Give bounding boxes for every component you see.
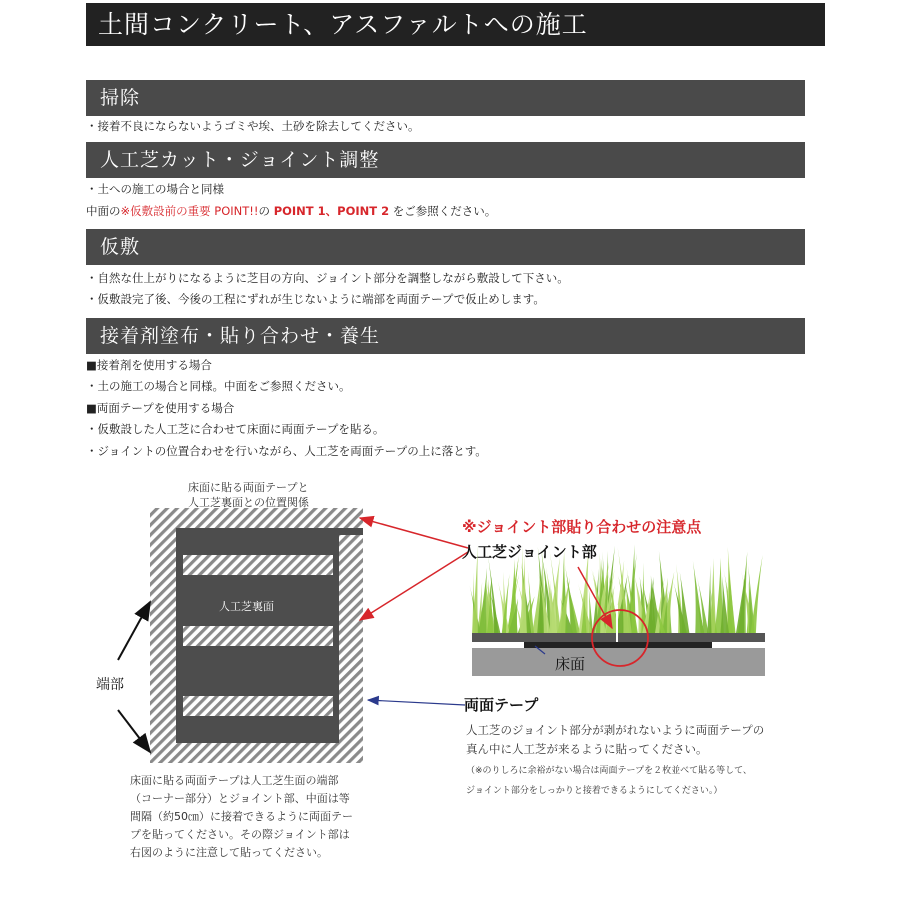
- tape-bottom: [150, 743, 363, 763]
- tape-desc-line-1: 人工芝のジョイント部分が剥がれないように両面テープの: [466, 723, 765, 737]
- laying-line-2: ・仮敷設完了後、今後の工程にずれが生じないように端部を両面テープで仮止めします。: [86, 292, 545, 306]
- diagram-caption-top: [188, 480, 309, 510]
- edge-arrow-upper: [118, 602, 150, 660]
- turf-base-layer: [472, 633, 765, 642]
- ref-text-1: 中面の: [86, 204, 121, 218]
- tape-left: [150, 528, 176, 743]
- grass-blade: [693, 561, 704, 634]
- adhesive-line-1: ■接着剤を使用する場合: [86, 358, 212, 372]
- tape-middle-2: [183, 626, 333, 646]
- adhesive-line-2: ・土の施工の場合と同様。中面をご参照ください。: [86, 379, 351, 393]
- caption-bottom-line-2: （コーナー部分）とジョイント部、中面は等: [130, 792, 350, 805]
- edge-label: 端部: [96, 677, 124, 693]
- adhesive-line-4: ・仮敷設した人工芝に合わせて床面に両面テープを貼る。: [86, 422, 385, 436]
- caption-bottom-line-1: 床面に貼る両面テープは人工芝生面の端部: [130, 774, 339, 787]
- tape-section: [524, 642, 712, 648]
- tape-middle-3: [183, 696, 333, 716]
- grass-blade: [750, 555, 762, 634]
- caption-top-line-2: 人工芝裏面との位置関係: [188, 496, 309, 509]
- laying-line-1: ・自然な仕上がりになるように芝目の方向、ジョイント部分を調整しながら敷設して下さい。: [86, 271, 569, 285]
- section-heading-cleaning: 掃除: [86, 80, 805, 116]
- tape-label: 両面テープ: [464, 696, 539, 714]
- tape-top: [150, 508, 363, 528]
- turf-back-label: 人工芝裏面: [219, 600, 274, 613]
- cleaning-line-1: ・接着不良にならないようゴミや埃、土砂を除去してください。: [86, 119, 420, 133]
- blue-arrow-edge: [368, 700, 465, 705]
- floor-label: 床面: [555, 655, 586, 673]
- caption-top-line-1: 床面に貼る両面テープと: [188, 481, 309, 494]
- caption-bottom-line-3: 間隔（約50㎝）に接着できるように両面テー: [130, 810, 353, 823]
- ref-text-2: の: [258, 204, 274, 218]
- diagram-caption-bottom: [130, 772, 353, 862]
- caption-bottom-line-4: プを貼ってください。その際ジョイント部は: [130, 828, 350, 841]
- tape-note: [466, 761, 752, 801]
- joint-notice-title: ※ジョイント部貼り合わせの注意点: [462, 518, 702, 536]
- section-heading-cut-joint: 人工芝カット・ジョイント調整: [86, 142, 805, 178]
- ref-important-point: ※仮敷設前の重要 POINT!!: [120, 204, 259, 218]
- tape-note-line-2: ジョイント部分をしっかりと接着できるようにしてください。）: [466, 786, 723, 796]
- section-heading-adhesive: 接着剤塗布・貼り合わせ・養生: [86, 318, 805, 354]
- grass-blade: [707, 565, 711, 634]
- adhesive-line-5: ・ジョイントの位置合わせを行いながら、人工芝を両面テープの上に落とす。: [86, 444, 487, 458]
- tape-description: [466, 721, 764, 759]
- tape-middle-1: [183, 555, 333, 575]
- joint-label: 人工芝ジョイント部: [462, 543, 597, 561]
- red-arrow-middle: [360, 552, 468, 620]
- tape-right: [339, 535, 363, 743]
- red-arrow-top: [360, 518, 468, 548]
- tape-note-line-1: （※のりしろに余裕がない場合は両面テープを２枚並べて貼る等して、: [466, 766, 752, 776]
- adhesive-line-3: ■両面テープを使用する場合: [86, 401, 235, 415]
- section-heading-temporary-laying: 仮敷: [86, 229, 805, 265]
- cut-joint-line-1: ・土への施工の場合と同様: [86, 182, 224, 196]
- ref-point-numbers: POINT 1、POINT 2: [273, 204, 390, 218]
- edge-arrow-lower: [118, 710, 150, 752]
- caption-bottom-line-5: 右図のように注意して貼ってください。: [130, 846, 328, 859]
- floor-slab: [472, 648, 765, 676]
- page-title: 土間コンクリート、アスファルトへの施工: [86, 3, 825, 46]
- ref-text-3: をご参照ください。: [389, 204, 497, 218]
- tape-desc-line-2: 真ん中に人工芝が来るように貼ってください。: [466, 742, 708, 756]
